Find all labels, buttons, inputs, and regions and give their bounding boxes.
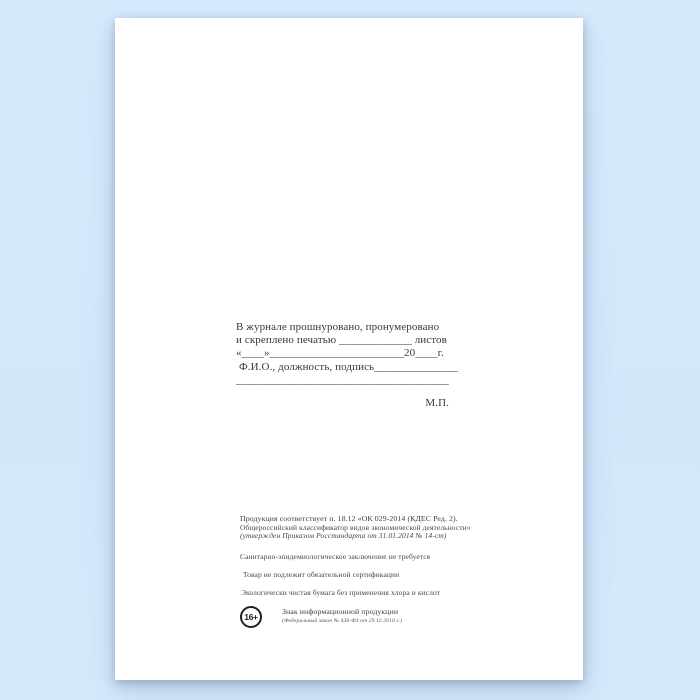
- stitching-line-2: и скреплено печатью _____________ листов: [236, 334, 447, 347]
- stitching-line-4: Ф.И.О., должность, подпись_______________: [239, 360, 459, 373]
- standard-line-3: (утвержден Приказом Росстандарта от 31.01.2014 № 14-ст): [240, 531, 447, 541]
- info-sign-law: (Федеральный закон № 436-ФЗ от 29.12.2010 г.): [282, 617, 403, 624]
- info-sign-text: [282, 606, 402, 625]
- standard-line-1: Продукция соответствует п. 18.12 «ОК 029-2014 (КДЕС Ред. 2).: [240, 514, 458, 523]
- age-rating-16-icon: 16+: [240, 606, 262, 628]
- stitching-line-1: В журнале прошнуровано, пронумеровано: [236, 321, 440, 333]
- stitching-line-5: ______________________________________: [236, 373, 449, 386]
- stitching-line-3: «____»________________________20____г.: [236, 347, 444, 360]
- stitching-statement: [236, 321, 459, 410]
- compliance-block: [240, 515, 470, 628]
- eco-paper-statement: Экологически чистая бумага без применения хлора и кислот: [241, 587, 441, 597]
- standard-line-2: Общероссийский классификатор видов экономической деятельности»: [240, 522, 471, 532]
- stamp-place-abbr: М.П.: [425, 397, 449, 410]
- standard-paragraph: [240, 515, 470, 541]
- journal-back-page: [115, 18, 583, 680]
- certification-statement: Товар не подлежит обязательной сертификации: [243, 569, 400, 579]
- sanitary-statement: Санитарно-эпидемиологическое заключение не требуется: [240, 552, 431, 562]
- info-sign-title: Знак информационной продукции: [282, 607, 399, 617]
- info-product-sign: [240, 606, 470, 628]
